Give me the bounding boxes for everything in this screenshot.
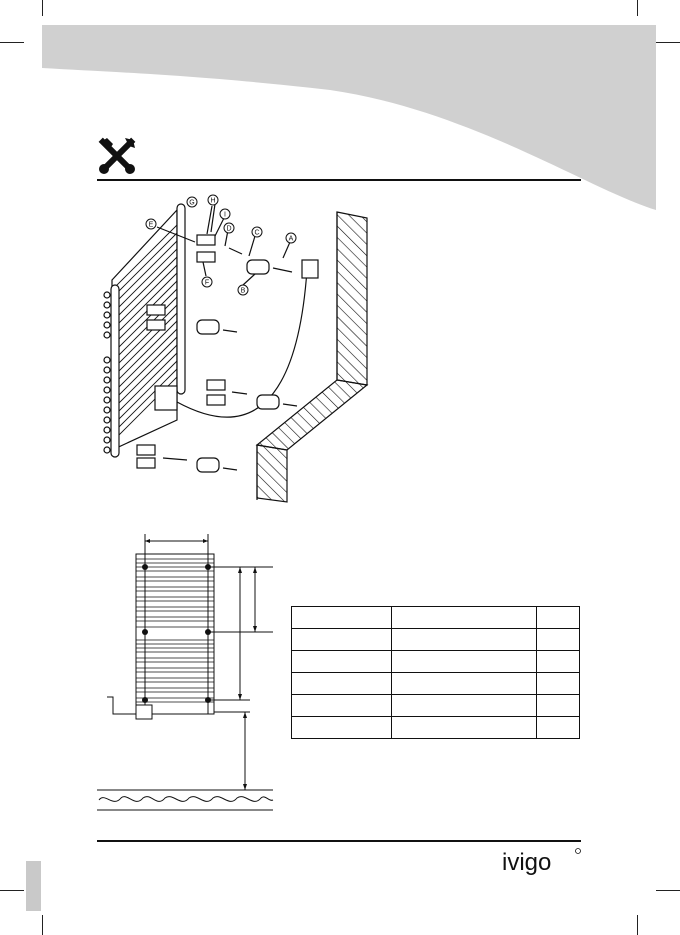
callout-h: H xyxy=(210,197,216,205)
table-cell xyxy=(537,651,580,673)
table-row xyxy=(292,717,580,739)
spec-table xyxy=(291,606,580,739)
page-number-tab xyxy=(26,861,41,911)
table-cell xyxy=(537,629,580,651)
ivigo-logo xyxy=(500,846,582,880)
table-cell xyxy=(391,673,536,695)
table-cell xyxy=(292,629,392,651)
table-row xyxy=(292,673,580,695)
table-cell xyxy=(292,673,392,695)
callout-g: G xyxy=(189,199,195,207)
tools-icon xyxy=(97,136,137,176)
section-rule-top xyxy=(97,179,581,181)
table-cell xyxy=(391,607,536,629)
table-row xyxy=(292,695,580,717)
table-cell xyxy=(391,651,536,673)
table-cell xyxy=(391,695,536,717)
callout-e: E xyxy=(148,221,154,229)
table-cell xyxy=(391,629,536,651)
installation-diagram xyxy=(97,190,387,510)
crop-mark xyxy=(0,890,24,891)
callout-c: C xyxy=(254,229,260,237)
table-cell xyxy=(292,607,392,629)
table-cell xyxy=(537,717,580,739)
crop-mark xyxy=(637,915,638,935)
crop-mark xyxy=(42,915,43,935)
table-cell xyxy=(537,673,580,695)
section-rule-bottom xyxy=(97,840,581,842)
callout-f: F xyxy=(204,279,210,287)
callout-d: D xyxy=(226,225,232,233)
callout-i: I xyxy=(224,211,226,219)
table-cell xyxy=(391,717,536,739)
table-cell xyxy=(537,695,580,717)
table-cell xyxy=(292,695,392,717)
dimension-diagram xyxy=(95,532,275,822)
table-row xyxy=(292,607,580,629)
callout-b: B xyxy=(240,287,246,295)
crop-mark xyxy=(656,890,680,891)
table-row xyxy=(292,629,580,651)
table-cell xyxy=(292,717,392,739)
table-row xyxy=(292,651,580,673)
table-cell xyxy=(537,607,580,629)
callout-a: A xyxy=(288,235,294,243)
table-cell xyxy=(292,651,392,673)
logo-text: ivigo xyxy=(502,849,552,876)
header-band xyxy=(0,0,680,220)
